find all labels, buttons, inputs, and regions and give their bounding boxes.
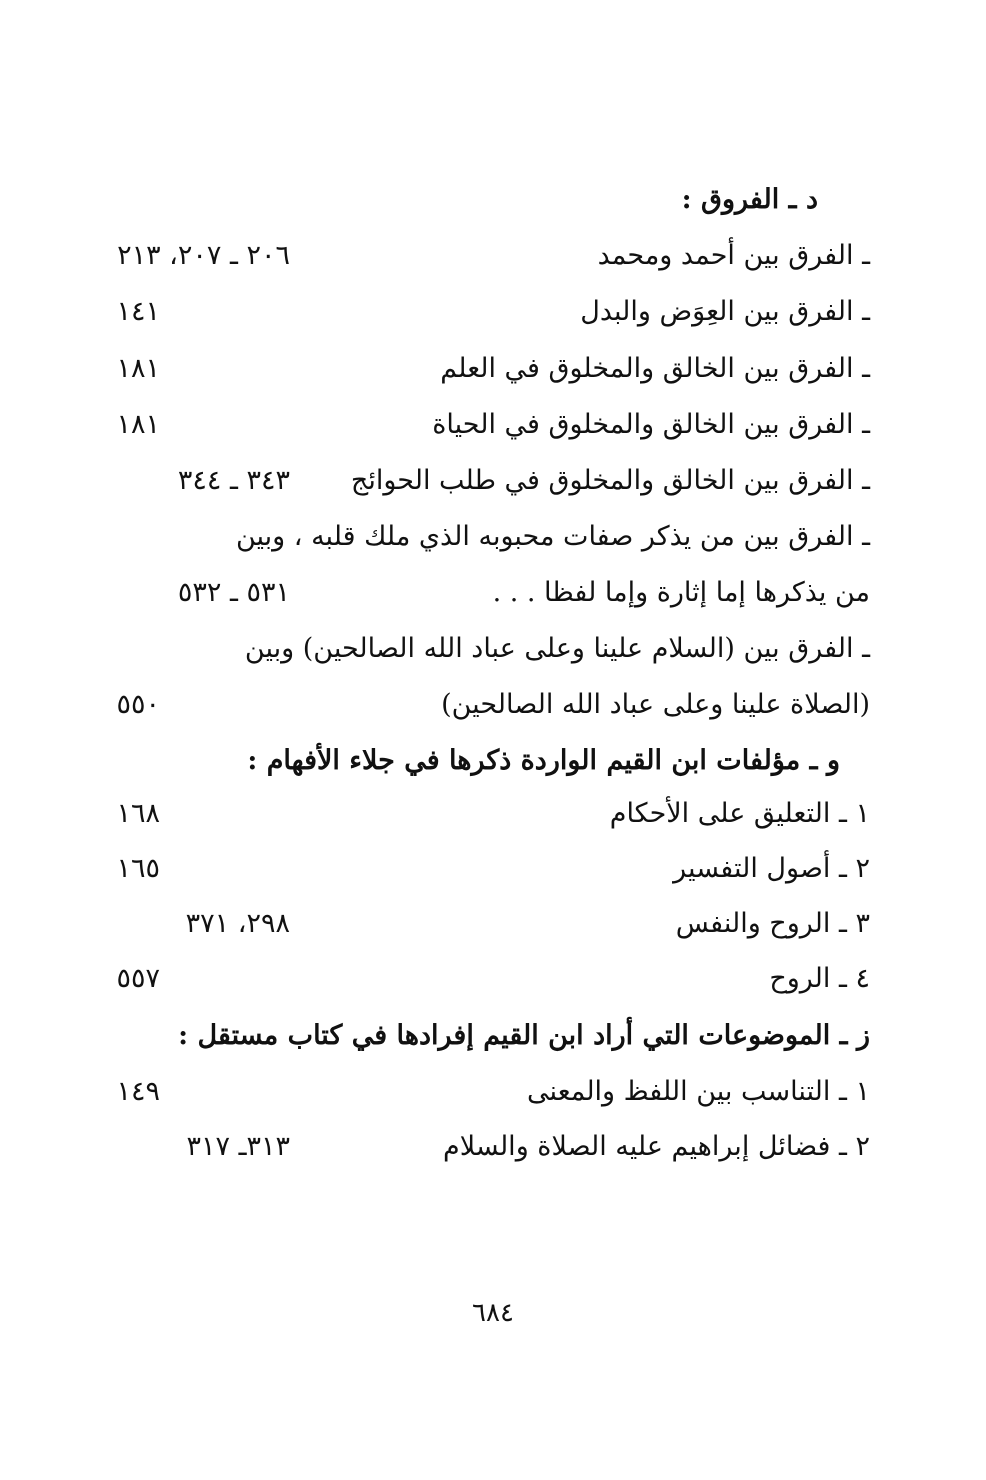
- entry-text: ـ الفرق بين الخالق والمخلوق في طلب الحوائج: [350, 465, 870, 496]
- entry-text: ـ الفرق بين الخالق والمخلوق في الحياة: [432, 409, 870, 440]
- index-entry: [80, 284, 870, 340]
- entry-pages: ٣٤٣ ـ ٣٤٤: [177, 465, 290, 496]
- index-entry: [80, 621, 870, 677]
- section-heading-text: ز ـ الموضوعات التي أراد ابن القيم إفرادها في كتاب مستقل :: [178, 1020, 870, 1051]
- entry-text: ١ ـ التعليق على الأحكام: [609, 798, 870, 829]
- entry-text: ١ ـ التناسب بين اللفظ والمعنى: [527, 1076, 870, 1107]
- entry-pages: ٣١٣ـ ٣١٧: [186, 1131, 290, 1162]
- index-entry: [80, 341, 870, 397]
- index-entry: [80, 786, 870, 842]
- page-number: ٦٨٤: [472, 1298, 514, 1328]
- entry-pages: ٢٠٦ ـ ٢٠٧، ٢١٣: [117, 240, 290, 271]
- section-heading-works: [80, 733, 870, 789]
- entry-text: ٢ ـ فضائل إبراهيم عليه الصلاة والسلام: [443, 1131, 870, 1162]
- entry-pages: ٥٣١ ـ ٥٣٢: [177, 577, 290, 608]
- entry-pages: ٥٥٠: [116, 689, 160, 720]
- entry-text: ـ الفرق بين العِوَض والبدل: [580, 296, 870, 327]
- entry-pages: ١٦٥: [116, 853, 160, 884]
- index-entry-continuation: [80, 677, 870, 733]
- index-entry-continuation: [80, 565, 870, 621]
- index-entry: [80, 896, 870, 952]
- entry-text: ـ الفرق بين (السلام علينا وعلى عباد الله الصالحين) وبين: [244, 633, 870, 664]
- index-entry: [80, 453, 870, 509]
- entry-pages: ١٤١: [116, 296, 160, 327]
- entry-text: ٤ ـ الروح: [769, 963, 870, 994]
- index-entry: [80, 509, 870, 565]
- index-entry: [80, 841, 870, 897]
- entry-text: (الصلاة علينا وعلى عباد الله الصالحين): [441, 689, 870, 720]
- section-heading-differences: [80, 172, 870, 228]
- index-entry: [80, 228, 870, 284]
- entry-pages: ٢٩٨، ٣٧١: [185, 908, 290, 939]
- index-entry: [80, 1119, 870, 1175]
- index-entry: [80, 397, 870, 453]
- entry-text: ٢ ـ أصول التفسير: [673, 853, 870, 884]
- entry-text: ـ الفرق بين أحمد ومحمد: [597, 240, 870, 271]
- entry-text: ـ الفرق بين الخالق والمخلوق في العلم: [440, 353, 870, 384]
- entry-pages: ١٤٩: [116, 1076, 160, 1107]
- index-entry: [80, 951, 870, 1007]
- section-heading-text: و ـ مؤلفات ابن القيم الواردة ذكرها في جلاء الأفهام :: [247, 745, 840, 776]
- entry-pages: ١٦٨: [116, 798, 160, 829]
- entry-pages: ١٨١: [116, 409, 160, 440]
- entry-text: من يذكرها إما إثارة وإما لفظا . . .: [492, 577, 870, 608]
- entry-pages: ٥٥٧: [116, 963, 160, 994]
- entry-text: ٣ ـ الروح والنفس: [675, 908, 870, 939]
- entry-text: ـ الفرق بين من يذكر صفات محبوبه الذي ملك قلبه ، وبين: [235, 521, 870, 552]
- index-entry: [80, 1064, 870, 1120]
- section-heading-topics: [80, 1008, 870, 1064]
- entry-pages: ١٨١: [116, 353, 160, 384]
- section-heading-text: د ـ الفروق :: [681, 184, 818, 215]
